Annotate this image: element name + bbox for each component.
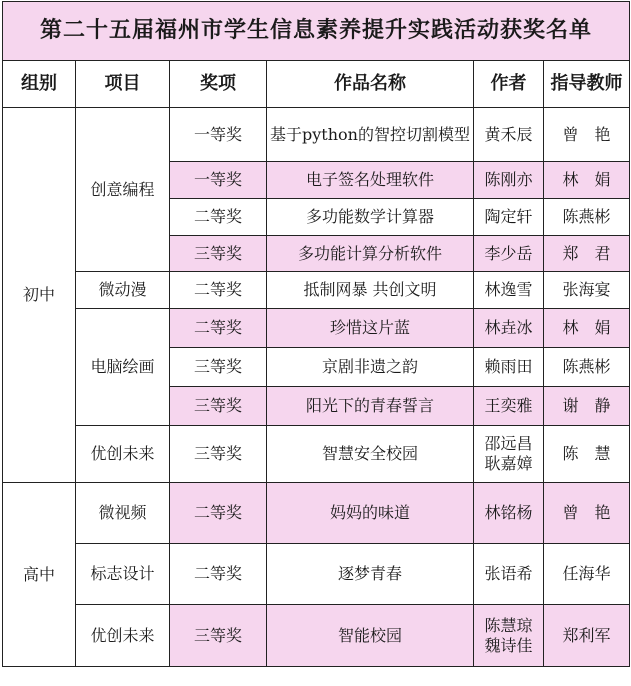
project-cell: 优创未来 bbox=[76, 426, 170, 483]
table-row bbox=[3, 605, 630, 667]
table-row bbox=[3, 108, 630, 162]
teacher-cell: 陈燕彬 bbox=[544, 348, 630, 387]
teacher-cell: 陈燕彬 bbox=[544, 199, 630, 236]
header-teacher: 指导教师 bbox=[544, 61, 630, 108]
work-cell: 智能校园 bbox=[267, 605, 474, 667]
project-cell: 创意编程 bbox=[76, 108, 170, 272]
award-cell: 三等奖 bbox=[170, 348, 267, 387]
award-cell: 二等奖 bbox=[170, 544, 267, 605]
author-cell: 李少岳 bbox=[474, 236, 544, 272]
group-cell: 高中 bbox=[3, 483, 76, 667]
header-row bbox=[3, 61, 630, 108]
header-author: 作者 bbox=[474, 61, 544, 108]
work-cell: 智慧安全校园 bbox=[267, 426, 474, 483]
table-row bbox=[3, 426, 630, 483]
work-cell: 抵制网暴 共创文明 bbox=[267, 272, 474, 309]
author-cell: 王奕雅 bbox=[474, 387, 544, 426]
project-cell: 微视频 bbox=[76, 483, 170, 544]
work-cell: 电子签名处理软件 bbox=[267, 162, 474, 199]
header-award: 奖项 bbox=[170, 61, 267, 108]
work-cell: 阳光下的青春誓言 bbox=[267, 387, 474, 426]
work-cell: 妈妈的味道 bbox=[267, 483, 474, 544]
author-name: 陈慧琼 bbox=[484, 615, 533, 635]
teacher-cell: 张海宴 bbox=[544, 272, 630, 309]
award-cell: 二等奖 bbox=[170, 199, 267, 236]
teacher-cell: 郑利军 bbox=[544, 605, 630, 667]
work-cell: 珍惜这片蓝 bbox=[267, 309, 474, 348]
project-cell: 微动漫 bbox=[76, 272, 170, 309]
header-group: 组别 bbox=[3, 61, 76, 108]
teacher-cell: 郑 君 bbox=[544, 236, 630, 272]
award-cell: 一等奖 bbox=[170, 108, 267, 162]
teacher-cell: 曾 艳 bbox=[544, 483, 630, 544]
author-cell: 林逸雪 bbox=[474, 272, 544, 309]
award-cell: 三等奖 bbox=[170, 387, 267, 426]
work-cell: 基于python的智控切割模型 bbox=[267, 108, 474, 162]
author-cell: 陶定轩 bbox=[474, 199, 544, 236]
teacher-cell: 谢 静 bbox=[544, 387, 630, 426]
award-cell: 二等奖 bbox=[170, 483, 267, 544]
award-cell: 三等奖 bbox=[170, 605, 267, 667]
table-row bbox=[3, 272, 630, 309]
header-project: 项目 bbox=[76, 61, 170, 108]
author-cell: 黄禾辰 bbox=[474, 108, 544, 162]
award-cell: 三等奖 bbox=[170, 236, 267, 272]
author-name: 邵远昌 bbox=[484, 434, 533, 453]
author-cell: 林垚冰 bbox=[474, 309, 544, 348]
project-cell: 优创未来 bbox=[76, 605, 170, 667]
award-cell: 二等奖 bbox=[170, 309, 267, 348]
author-cell: 林铭杨 bbox=[474, 483, 544, 544]
author-cell bbox=[474, 605, 544, 667]
work-cell: 逐梦青春 bbox=[267, 544, 474, 605]
teacher-cell: 曾 艳 bbox=[544, 108, 630, 162]
award-cell: 二等奖 bbox=[170, 272, 267, 309]
award-cell: 三等奖 bbox=[170, 426, 267, 483]
author-name: 魏诗佳 bbox=[484, 635, 533, 655]
award-cell: 一等奖 bbox=[170, 162, 267, 199]
project-cell: 电脑绘画 bbox=[76, 309, 170, 426]
table-row bbox=[3, 309, 630, 348]
author-cell: 陈刚亦 bbox=[474, 162, 544, 199]
teacher-cell: 林 娟 bbox=[544, 162, 630, 199]
award-table bbox=[2, 1, 630, 667]
author-cell: 张语希 bbox=[474, 544, 544, 605]
author-name: 耿嘉嫜 bbox=[484, 454, 533, 473]
teacher-cell: 任海华 bbox=[544, 544, 630, 605]
table-row bbox=[3, 544, 630, 605]
project-cell: 标志设计 bbox=[76, 544, 170, 605]
work-cell: 多功能计算分析软件 bbox=[267, 236, 474, 272]
group-cell: 初中 bbox=[3, 108, 76, 483]
work-cell: 多功能数学计算器 bbox=[267, 199, 474, 236]
author-cell: 赖雨田 bbox=[474, 348, 544, 387]
teacher-cell: 林 娟 bbox=[544, 309, 630, 348]
teacher-cell: 陈 慧 bbox=[544, 426, 630, 483]
author-cell bbox=[474, 426, 544, 483]
table-row bbox=[3, 483, 630, 544]
work-cell: 京剧非遗之韵 bbox=[267, 348, 474, 387]
table-title: 第二十五届福州市学生信息素养提升实践活动获奖名单 bbox=[3, 2, 630, 61]
header-work: 作品名称 bbox=[267, 61, 474, 108]
